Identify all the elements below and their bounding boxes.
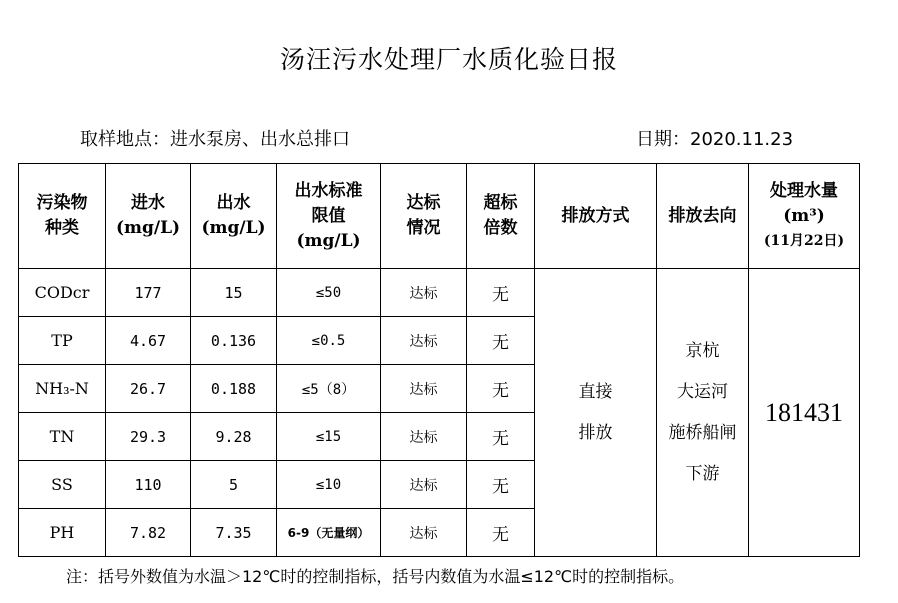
influent-value: 26.7: [106, 365, 191, 413]
status-value: 达标: [381, 365, 467, 413]
status-value: 达标: [381, 269, 467, 317]
influent-value: 177: [106, 269, 191, 317]
discharge-destination: 京杭 大运河 施桥船闸 下游: [657, 269, 749, 557]
exceed-value: 无: [467, 317, 535, 365]
pollutant-name: TN: [19, 413, 106, 461]
table-row: [19, 269, 860, 317]
header-exceed: 超标 倍数: [467, 164, 535, 269]
header-method: 排放方式: [535, 164, 657, 269]
sampling-location: 取样地点：进水泵房、出水总排口: [80, 129, 350, 150]
effluent-value: 9.28: [191, 413, 277, 461]
exceed-value: 无: [467, 509, 535, 557]
standard-limit: ≤15: [277, 413, 381, 461]
influent-value: 110: [106, 461, 191, 509]
exceed-value: 无: [467, 461, 535, 509]
treated-volume: 181431: [749, 269, 860, 557]
header-row: [19, 164, 860, 269]
exceed-value: 无: [467, 269, 535, 317]
standard-limit: ≤10: [277, 461, 381, 509]
discharge-method: 直接 排放: [535, 269, 657, 557]
header-volume: 处理水量 (m³) (11月22日): [749, 164, 860, 269]
pollutant-name: NH₃-N: [19, 365, 106, 413]
standard-limit: 6-9（无量纲）: [277, 509, 381, 557]
pollutant-name: CODcr: [19, 269, 106, 317]
effluent-value: 5: [191, 461, 277, 509]
exceed-value: 无: [467, 365, 535, 413]
effluent-value: 0.136: [191, 317, 277, 365]
pollutant-name: SS: [19, 461, 106, 509]
effluent-value: 7.35: [191, 509, 277, 557]
influent-value: 4.67: [106, 317, 191, 365]
influent-value: 29.3: [106, 413, 191, 461]
status-value: 达标: [381, 509, 467, 557]
report-date: 日期：2020.11.23: [636, 129, 794, 150]
effluent-value: 15: [191, 269, 277, 317]
header-effluent: 出水 (mg/L): [191, 164, 277, 269]
footnote: 注：括号外数值为水温＞12℃时的控制指标，括号内数值为水温≤12℃时的控制指标。: [66, 567, 685, 586]
header-influent: 进水 (mg/L): [106, 164, 191, 269]
exceed-value: 无: [467, 413, 535, 461]
status-value: 达标: [381, 317, 467, 365]
report-title: 汤汪污水处理厂水质化验日报: [279, 45, 618, 74]
standard-limit: ≤0.5: [277, 317, 381, 365]
pollutant-name: PH: [19, 509, 106, 557]
standard-limit: ≤5（8）: [277, 365, 381, 413]
influent-value: 7.82: [106, 509, 191, 557]
status-value: 达标: [381, 461, 467, 509]
water-quality-table: [18, 163, 860, 557]
pollutant-name: TP: [19, 317, 106, 365]
header-standard-limit: 出水标准 限值 (mg/L): [277, 164, 381, 269]
effluent-value: 0.188: [191, 365, 277, 413]
header-status: 达标 情况: [381, 164, 467, 269]
header-pollutant: 污染物 种类: [19, 164, 106, 269]
status-value: 达标: [381, 413, 467, 461]
header-destination: 排放去向: [657, 164, 749, 269]
standard-limit: ≤50: [277, 269, 381, 317]
